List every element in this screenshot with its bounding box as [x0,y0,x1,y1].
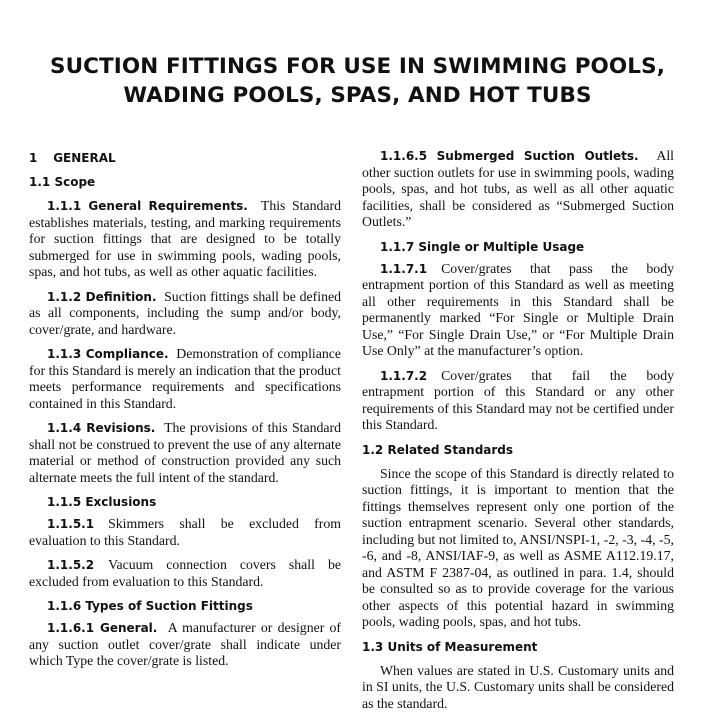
paragraph-text: Demonstration of compliance for this Standard is merely an indication that the product meets performance requirements and specifications contained in this Standard. [29,346,342,411]
paragraph-text: Vacuum connection covers shall be excluded from evaluation to this Standard. [29,557,341,589]
paragraph-text: Cover/grates that fail the body entrapment portion of this Standard or any other requirements of this Standard may not be certified under this Standard. [362,367,674,432]
paragraph-1-3: When values are stated in U.S. Customary units and in SI units, the U.S. Customary units shall be considered as the standard. [362,662,674,711]
paragraph-1-1-4 [29,420,341,486]
page-title: SUCTION FITTINGS FOR USE IN SWIMMING POOLS, WADING POOLS, SPAS, AND HOT TUBS [50,54,665,108]
right-column [362,148,674,720]
section-number: 1 [29,151,38,165]
section-label: GENERAL [53,151,116,165]
paragraph-1-1-5-1 [29,516,341,549]
paragraph-1-1-6-1 [29,620,341,670]
section-number: 1.3 [362,639,384,654]
subheading-exclusions: 1.1.5 Exclusions [47,495,157,509]
paragraph-number: 1.1.7.2 [380,368,428,383]
paragraph-1-1-2 [29,289,341,339]
paragraph-number: 1.1.5.2 [47,558,95,572]
paragraph-1-1-7-1 [362,261,674,360]
paragraph-text: Suction fittings shall be defined as all components, including the sump and/or body, cover/grate, and hardware. [29,288,341,337]
section-number: 1.2 [362,442,384,457]
paragraph-1-1-6-5 [362,148,674,231]
run-in-heading: 1.1.3 Compliance. [47,347,169,361]
paragraph-text: The provisions of this Standard shall not be construed to prevent the use of any alternate material or method of construction provided any such alternate meets the full intent of the standard. [29,420,341,485]
paragraph-text: Cover/grates that pass the body entrapment portion of this Standard as well as meeting all other requirements in this Standard shall be permanently marked “For Single or Multiple Drain Use,” “For Single Drain Use,” or “For Multiple Drain Use Only” at the manufacturer’s option. [362,260,674,358]
paragraph-text: This Standard establishes materials, testing, and marking requirements for suction fittings that are designed to be totally submerged for use in swimming pools, wading pools, spas, and hot tubs, as well as other aquatic facilities. [29,198,341,279]
paragraph-1-1-5-2 [29,557,341,590]
paragraph-text: A manufacturer or designer of any suction outlet cover/grate shall indicate under which Type the cover/grate is listed. [29,620,341,668]
paragraph-1-1-7-2 [362,368,674,434]
paragraph-1-1-3 [29,346,341,412]
run-in-heading: 1.1.6.5 Submerged Suction Outlets. [380,149,639,163]
section-label: Related Standards [387,442,514,457]
run-in-heading: 1.1.4 Revisions. [47,421,156,435]
section-label: Units of Measurement [387,639,538,654]
run-in-heading: 1.1.2 Definition. [47,289,157,304]
run-in-heading: 1.1.1 General Requirements. [47,199,248,213]
subheading-types: 1.1.6 Types of Suction Fittings [47,599,253,613]
section-heading-related [362,442,674,458]
section-heading-scope [29,174,341,190]
paragraph-number: 1.1.7.1 [380,261,428,276]
section-heading-units [362,639,674,655]
subheading-usage: 1.1.7 Single or Multiple Usage [380,239,585,254]
paragraph-1-2: Since the scope of this Standard is directly related to suction fittings, it is important to mention that the fittings themselves represent only one portion of the suction entrapment scenario. Several other standards, including but not limited to, ANSI/NSPI-1, -2, -3, -4, -5, -6, and -8, ANSI/IAF-9, as well as ASME A112.19.17, and ASTM F 2387-04, as outlined in para. 1.4, should be consulted so as to provide coverage for the various other aspects of this potential hazard in swimming pools, wading pools, spas, and hot tubs. [362,465,674,629]
left-column [29,148,341,678]
paragraph-text: All other suction outlets for use in swimming pools, wading pools, spas, and hot tubs, as well as all other aquatic facilities, shall be considered as “Submerged Suction Outlets.” [362,148,674,229]
paragraph-number: 1.1.5.1 [47,517,95,531]
paragraph-1-1-1 [29,198,341,281]
run-in-heading: 1.1.6.1 General. [47,621,158,635]
section-label: Scope [54,175,96,189]
section-number: 1.1 [29,175,51,189]
paragraph-text: Skimmers shall be excluded from evaluation to this Standard. [29,516,341,548]
section-heading-general [29,150,341,166]
